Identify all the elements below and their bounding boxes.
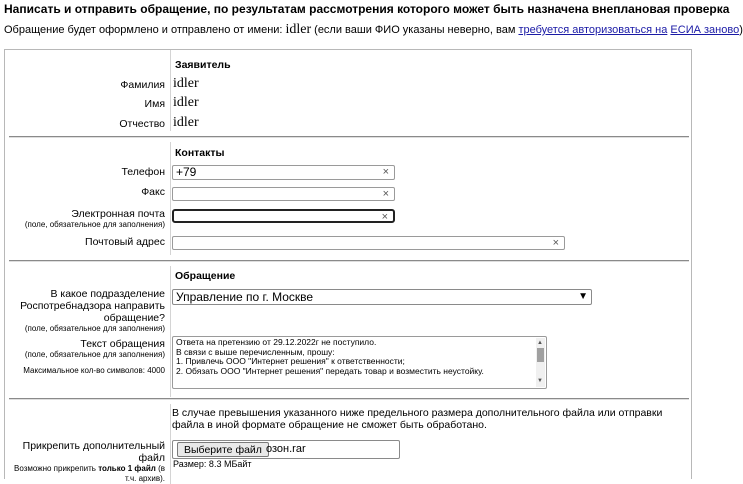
text-label	[5, 338, 165, 376]
attachment-note: В случае превышения указанного ниже предельного размера дополнительного файла или отправки файла в иной формате обращение не сможет быть обработано.	[172, 407, 663, 431]
email-label-text: Электронная почта	[71, 208, 165, 220]
last-name-label: Фамилия	[120, 79, 165, 91]
department-label	[5, 288, 165, 334]
redaction	[203, 78, 223, 92]
scroll-down-icon[interactable]: ▼	[537, 377, 543, 384]
appeal-textarea[interactable]	[172, 336, 547, 389]
fax-label: Факс	[141, 186, 165, 198]
phone-label: Телефон	[121, 166, 165, 178]
appeal-form	[4, 49, 692, 483]
reauth-link[interactable]: требуется авторизоваться на	[518, 24, 668, 36]
textarea-scrollbar[interactable]	[536, 338, 545, 387]
section-divider	[9, 260, 689, 261]
email-input[interactable]	[172, 209, 395, 223]
first-name-value: idler	[173, 95, 199, 110]
section-divider	[9, 136, 689, 137]
middle-name-label: Отчество	[119, 118, 165, 130]
column-divider	[170, 50, 171, 131]
sender-name: idler	[285, 22, 312, 37]
text-required-note: (поле, обязательное для заполнения)	[24, 350, 165, 359]
text-line: 1. Привлечь ООО "Интернет решения" к ответственности;	[176, 356, 405, 366]
column-divider	[170, 404, 171, 484]
phone-value: +79	[176, 165, 197, 179]
scroll-up-icon[interactable]: ▲	[537, 340, 543, 346]
text-line: 2. Обязать ООО "Интернет решения" передать товар и возместить неустойку.	[176, 365, 484, 376]
clear-icon[interactable]: ×	[382, 188, 389, 200]
attachment-label-text: Прикрепить дополнительный файл	[22, 440, 165, 464]
file-name: озон.rar	[266, 443, 306, 455]
clear-icon[interactable]: ×	[382, 166, 389, 178]
close-paren: )	[739, 24, 743, 36]
clear-icon[interactable]: ×	[381, 211, 388, 223]
file-input[interactable]	[172, 440, 400, 459]
clear-icon[interactable]: ×	[552, 237, 559, 249]
column-divider	[170, 266, 171, 397]
first-name-label: Имя	[144, 98, 165, 110]
attachment-sub-note	[5, 464, 165, 484]
attachment-sub-pre: Возможно прикрепить	[14, 464, 96, 473]
department-required-note: (поле, обязательное для заполнения)	[24, 324, 165, 333]
last-name-value: idler	[173, 76, 199, 91]
section-contacts: Контакты	[175, 147, 225, 159]
choose-file-button[interactable]: Выберите файл	[177, 442, 269, 457]
chevron-down-icon: ▼	[578, 291, 588, 302]
esia-link[interactable]: ЕСИА заново	[670, 24, 740, 36]
page-title: Написать и отправить обращение, по результатам рассмотрения которого может быть назначена внеплановая проверка	[4, 2, 730, 16]
max-chars-note: Максимальное кол-во символов: 4000	[23, 366, 165, 375]
email-required-note: (поле, обязательное для заполнения)	[24, 220, 165, 229]
department-select[interactable]	[172, 289, 592, 305]
section-appeal: Обращение	[175, 270, 236, 282]
sender-line	[4, 22, 743, 38]
scrollbar-thumb[interactable]	[537, 348, 544, 362]
attachment-label	[5, 440, 165, 484]
sender-note: (если ваши ФИО указаны неверно, вам	[314, 24, 516, 36]
fax-input[interactable]	[172, 187, 395, 201]
text-label-text: Текст обращения	[80, 338, 165, 350]
attachment-sub-post: (в т.ч. архив).	[124, 464, 165, 483]
column-divider	[170, 142, 171, 255]
address-label: Почтовый адрес	[85, 236, 165, 248]
sender-prefix: Обращение будет оформлено и отправлено от имени:	[4, 24, 283, 36]
email-label	[5, 208, 165, 230]
redaction	[203, 117, 231, 131]
text-line: В связи с выше перечисленным, прошу:	[176, 346, 335, 357]
address-input[interactable]	[172, 236, 565, 250]
department-label-text: В какое подразделение Роспотребнадзора направить обращение?	[20, 288, 165, 324]
attachment-sub-bold: только 1 файл	[98, 464, 156, 473]
section-applicant: Заявитель	[175, 59, 231, 71]
file-size: Размер: 8.3 МБайт	[173, 459, 252, 469]
department-value: Управление по г. Москве	[176, 290, 314, 304]
text-line: Ответа на претензию от 29.12.2022г не поступило.	[176, 337, 377, 347]
redaction	[203, 166, 303, 179]
section-divider	[9, 398, 689, 399]
middle-name-value: idler	[173, 115, 199, 130]
